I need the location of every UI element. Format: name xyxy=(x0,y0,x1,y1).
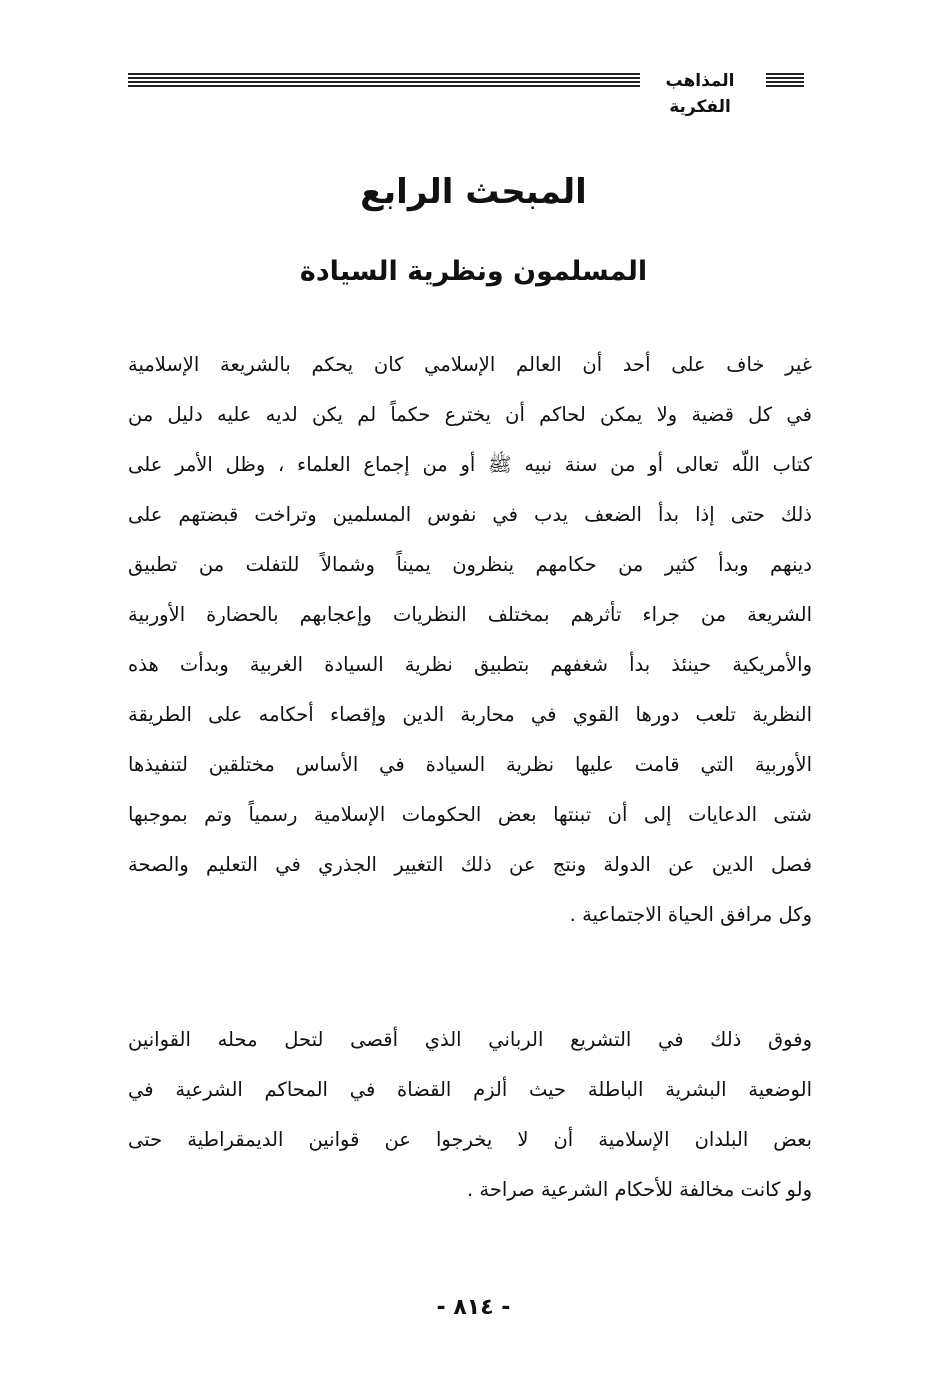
page-number: - ٨١٤ - xyxy=(436,1295,511,1320)
text-line: وكل مرافق الحياة الاجتماعية . xyxy=(569,903,812,926)
text-line: ولو كانت مخالفة للأحكام الشرعية صراحة . xyxy=(466,1178,812,1201)
text-line: ذلك حتى إذا بدأ الضعف يدب في نفوس المسلمين وتراخت قبضتهم على xyxy=(128,503,812,526)
section-title: المسلمون ونظرية السيادة xyxy=(299,256,648,287)
running-header xyxy=(128,68,804,117)
text-line: في كل قضية ولا يمكن لحاكم أن يخترع حكماً لم يكن لديه عليه دليل من xyxy=(128,403,812,426)
text-line: فصل الدين عن الدولة ونتج عن ذلك التغيير الجذري في التعليم والصحة xyxy=(128,853,812,876)
text-line: دينهم وبدأ كثير من حكامهم ينظرون يميناً وشمالاً للتفلت من تطبيق xyxy=(128,553,812,576)
header-rule-left xyxy=(128,73,640,88)
text-line: النظرية تلعب دورها القوي في محاربة الدين وإقصاء أحكامه على الطريقة xyxy=(128,703,812,726)
paragraph-2 xyxy=(128,1015,812,1215)
text-line: الأوربية التي قامت عليها نظرية السيادة في الأساس مختلقين لتنفيذها xyxy=(128,753,812,776)
header-rule-right xyxy=(766,73,804,88)
text-line: بعض البلدان الإسلامية أن لا يخرجوا عن قوانين الديمقراطية حتى xyxy=(128,1128,812,1151)
text-line: الشريعة من جراء تأثرهم بمختلف النظريات وإعجابهم بالحضارة الأوربية xyxy=(128,603,812,626)
text-line: الوضعية البشرية الباطلة حيث ألزم القضاة في المحاكم الشرعية في xyxy=(128,1078,812,1101)
paragraph-1 xyxy=(128,340,812,940)
text-line: وفوق ذلك في التشريع الرباني الذي أقصى لتحل محله القوانين xyxy=(128,1028,812,1051)
text-line: كتاب اللّه تعالى أو من سنة نبيه ﷺ أو من إجماع العلماء ، وظل الأمر على xyxy=(128,453,812,476)
chapter-title: المبحث الرابع xyxy=(360,172,587,212)
text-line: شتى الدعايات إلى أن تبنتها بعض الحكومات الإسلامية رسمياً وتم بموجبها xyxy=(128,803,812,826)
header-title: المذاهب الفكرية xyxy=(665,71,735,117)
text-line: غير خاف على أحد أن العالم الإسلامي كان يحكم بالشريعة الإسلامية xyxy=(128,353,812,376)
text-line: والأمريكية حينئذ بدأ شغفهم بتطبيق نظرية السيادة الغربية وبدأت هذه xyxy=(128,653,812,676)
